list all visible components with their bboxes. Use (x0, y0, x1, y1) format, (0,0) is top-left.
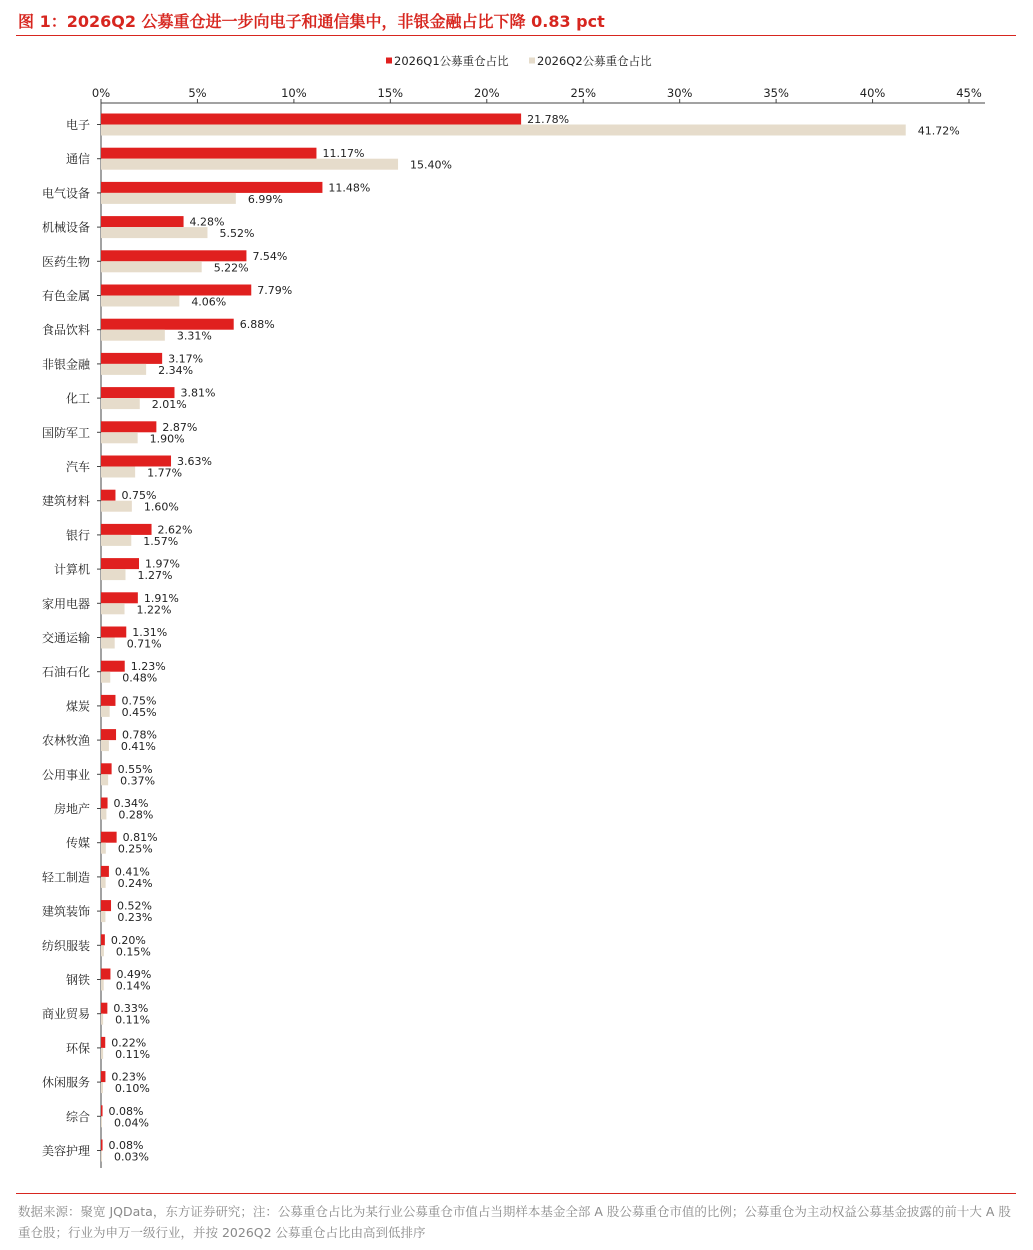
data-label-q2: 0.24% (117, 876, 153, 890)
data-label-q2: 0.04% (114, 1116, 149, 1130)
bar-q2 (101, 467, 135, 478)
bar-q1 (101, 866, 109, 877)
bar-q2 (101, 911, 105, 922)
category-label: 纺织服装 (41, 938, 90, 953)
data-label-q2: 1.27% (137, 569, 173, 583)
data-label-q2: 0.11% (115, 1047, 151, 1061)
bar-q1 (101, 798, 108, 809)
data-label-q2: 1.57% (143, 534, 179, 548)
category-label: 医药生物 (41, 254, 90, 269)
data-label-q1: 1.97% (144, 557, 180, 571)
bar-q1 (101, 1140, 103, 1151)
category-label: 银行 (65, 528, 90, 543)
category-label: 非银金融 (41, 357, 90, 372)
data-label-q1: 7.54% (252, 249, 288, 263)
bar-q1 (101, 969, 110, 980)
category-label: 美容护理 (41, 1144, 90, 1158)
bar-q2 (101, 1082, 103, 1093)
data-label-q2: 1.22% (136, 603, 172, 617)
bar-q2 (101, 261, 202, 272)
bar-q2 (101, 1014, 103, 1025)
category-label: 休闲服务 (41, 1075, 90, 1090)
data-label-q1: 7.79% (257, 284, 293, 297)
legend-swatch-q2 (529, 58, 535, 64)
data-label-q2: 4.06% (191, 295, 227, 309)
bar-q1 (101, 934, 105, 945)
bar-q2 (101, 945, 104, 956)
data-label-q2: 15.40% (410, 158, 453, 172)
bar-q1 (101, 353, 162, 364)
category-label: 家用电器 (41, 596, 90, 611)
bar-q1 (101, 490, 115, 501)
legend-label-q1: 2026Q1公募重仓占比 (394, 54, 509, 68)
data-label-q2: 1.90% (149, 432, 185, 446)
bar-q1 (101, 1037, 105, 1048)
bar-q1 (101, 900, 111, 911)
data-label-q2: 0.41% (120, 740, 156, 754)
category-label: 交通运输 (41, 631, 90, 645)
data-label-q1: 3.63% (177, 455, 212, 468)
bar-q2 (101, 535, 131, 546)
data-label-q2: 1.60% (143, 500, 179, 514)
data-label-q2: 0.45% (121, 705, 157, 719)
category-label: 钢铁 (65, 973, 90, 987)
bar-q1 (101, 695, 115, 706)
data-label-q2: 0.11% (115, 1013, 151, 1027)
bar-q2 (101, 1048, 103, 1059)
data-label-q1: 0.75% (121, 694, 157, 708)
data-label-q2: 0.15% (115, 945, 151, 959)
bar-q2 (101, 706, 110, 717)
data-label-q1: 2.62% (157, 523, 193, 537)
category-label: 煤炭 (65, 699, 90, 714)
data-label-q2: 2.34% (158, 363, 194, 377)
category-label: 电气设备 (41, 186, 90, 201)
data-label-q1: 1.23% (130, 660, 166, 674)
footer-divider (16, 1193, 1016, 1194)
bar-q1 (101, 1105, 103, 1116)
category-label: 商业贸易 (41, 1007, 90, 1022)
data-label-q1: 2.87% (162, 420, 198, 434)
data-label-q2: 3.31% (176, 329, 212, 343)
data-label-q2: 0.28% (118, 808, 154, 822)
data-label-q1: 21.78% (527, 113, 570, 126)
legend-swatch-q1 (386, 58, 392, 64)
category-label: 化工 (65, 391, 90, 406)
bar-q1 (101, 148, 316, 159)
bar-q1 (101, 319, 234, 330)
data-label-q1: 0.22% (111, 1036, 147, 1050)
category-label: 轻工制造 (41, 870, 90, 885)
data-label-q1: 0.78% (122, 728, 157, 742)
x-tick-label: 35% (763, 86, 789, 100)
category-label: 食品饮料 (41, 323, 90, 338)
data-label-q2: 0.25% (117, 842, 153, 856)
data-label-q2: 6.99% (247, 192, 283, 206)
x-tick-label: 40% (859, 86, 886, 100)
x-tick-label: 25% (570, 86, 597, 100)
data-label-q1: 4.28% (189, 215, 225, 229)
data-label-q2: 0.71% (126, 637, 162, 651)
category-label: 机械设备 (41, 220, 90, 235)
category-label: 综合 (65, 1109, 90, 1124)
bar-q1 (101, 285, 251, 296)
category-label: 传媒 (65, 836, 90, 851)
category-label: 电子 (65, 118, 90, 132)
bar-q1 (101, 216, 184, 227)
category-label: 石油石化 (41, 665, 90, 680)
bar-q2 (101, 740, 109, 751)
bar-q1 (101, 558, 139, 569)
bar-q2 (101, 432, 138, 443)
x-tick-label: 15% (377, 86, 404, 100)
data-label-q1: 0.41% (114, 865, 150, 879)
chart-title: 图 1：2026Q2 公募重仓进一步向电子和通信集中，非银金融占比下降 0.83 pct (18, 12, 605, 31)
category-label: 环保 (65, 1041, 90, 1056)
category-label: 汽车 (65, 460, 90, 474)
bar-q2 (101, 774, 108, 785)
bar-q2 (101, 980, 104, 991)
data-label-q1: 0.34% (113, 797, 149, 810)
bar-q2 (101, 877, 106, 888)
category-label: 计算机 (53, 562, 90, 577)
data-label-q1: 0.23% (111, 1070, 147, 1084)
data-label-q1: 0.55% (117, 762, 153, 776)
bar-q2 (101, 296, 179, 307)
x-tick-label: 5% (188, 86, 207, 100)
category-label: 公用事业 (41, 767, 90, 782)
bar-q1 (101, 1003, 107, 1014)
bar-q1 (101, 1071, 105, 1082)
bar-q2 (101, 638, 115, 649)
bar-q2 (101, 1151, 102, 1162)
data-label-q2: 5.22% (213, 261, 249, 275)
bar-q1 (101, 456, 171, 467)
category-label: 农林牧渔 (41, 733, 90, 748)
legend-label-q2: 2026Q2公募重仓占比 (537, 54, 652, 68)
data-label-q2: 0.23% (117, 911, 153, 925)
bar-q1 (101, 661, 125, 672)
data-label-q2: 0.14% (115, 979, 151, 993)
bar-q2 (101, 159, 398, 170)
data-label-q1: 0.33% (113, 1002, 149, 1016)
data-label-q2: 0.37% (120, 774, 156, 788)
bar-q1 (101, 763, 112, 774)
data-label-q2: 0.10% (114, 1082, 150, 1096)
category-label: 房地产 (53, 802, 90, 816)
data-label-q1: 0.08% (108, 1139, 144, 1152)
x-tick-label: 30% (666, 86, 693, 100)
bar-q2 (101, 569, 125, 580)
data-label-q1: 0.75% (121, 489, 157, 503)
data-label-q1: 0.08% (108, 1104, 144, 1118)
bar-q2 (101, 125, 906, 136)
bar-q2 (101, 193, 236, 204)
bar-q1 (101, 250, 246, 261)
data-label-q1: 6.88% (239, 318, 275, 332)
bar-q1 (101, 387, 174, 398)
data-label-q1: 1.91% (143, 591, 179, 605)
x-tick-label: 20% (473, 86, 500, 100)
data-label-q1: 0.49% (116, 968, 152, 981)
data-label-q1: 0.20% (110, 933, 146, 947)
category-label: 通信 (65, 152, 90, 167)
bar-q1 (101, 182, 322, 193)
x-tick-label: 0% (91, 86, 111, 100)
data-label-q2: 5.52% (219, 227, 255, 241)
data-label-q1: 11.48% (328, 181, 371, 195)
bar-q1 (101, 729, 116, 740)
category-label: 国防军工 (41, 425, 90, 440)
bar-q2 (101, 672, 110, 683)
bar-q2 (101, 603, 125, 614)
bar-q2 (101, 809, 106, 820)
bar-q2 (101, 843, 106, 854)
source-note: 数据来源：聚宽 JQData，东方证券研究；注：公募重仓占比为某行业公募重仓市值占当期样本基金全部 A 股公募重仓市值的比例；公募重仓为主动权益公募基金披露的前十大 A 股重仓股；行业为申万一级行业，并按 2026Q2 公募重仓占比由高到低排序 (18, 1204, 1011, 1240)
data-label-q1: 3.17% (168, 352, 204, 366)
bar-q1 (101, 114, 521, 125)
bar-q1 (101, 592, 138, 603)
x-tick-label: 45% (956, 86, 982, 100)
bar-q2 (101, 227, 207, 238)
bar-q1 (101, 627, 126, 638)
data-label-q1: 11.17% (322, 147, 365, 161)
bar-q2 (101, 330, 165, 341)
bar-q1 (101, 524, 152, 535)
bar-q2 (101, 501, 132, 512)
data-label-q1: 1.31% (132, 626, 168, 639)
x-tick-label: 10% (281, 86, 307, 100)
data-label-q1: 3.81% (180, 386, 216, 400)
bar-q1 (101, 421, 156, 432)
bar-q2 (101, 398, 140, 409)
data-label-q2: 41.72% (917, 124, 960, 138)
data-label-q2: 0.48% (122, 671, 158, 685)
data-label-q2: 2.01% (151, 398, 187, 412)
bar-q2 (101, 1116, 102, 1127)
category-label: 建筑装饰 (41, 904, 90, 919)
data-label-q1: 0.81% (122, 831, 158, 845)
data-label-q1: 0.52% (117, 899, 152, 913)
category-label: 建筑材料 (41, 494, 90, 509)
category-label: 有色金属 (41, 289, 90, 303)
bar-q2 (101, 364, 146, 375)
bar-q1 (101, 832, 117, 843)
data-label-q2: 1.77% (147, 466, 183, 480)
data-label-q2: 0.03% (114, 1150, 149, 1164)
